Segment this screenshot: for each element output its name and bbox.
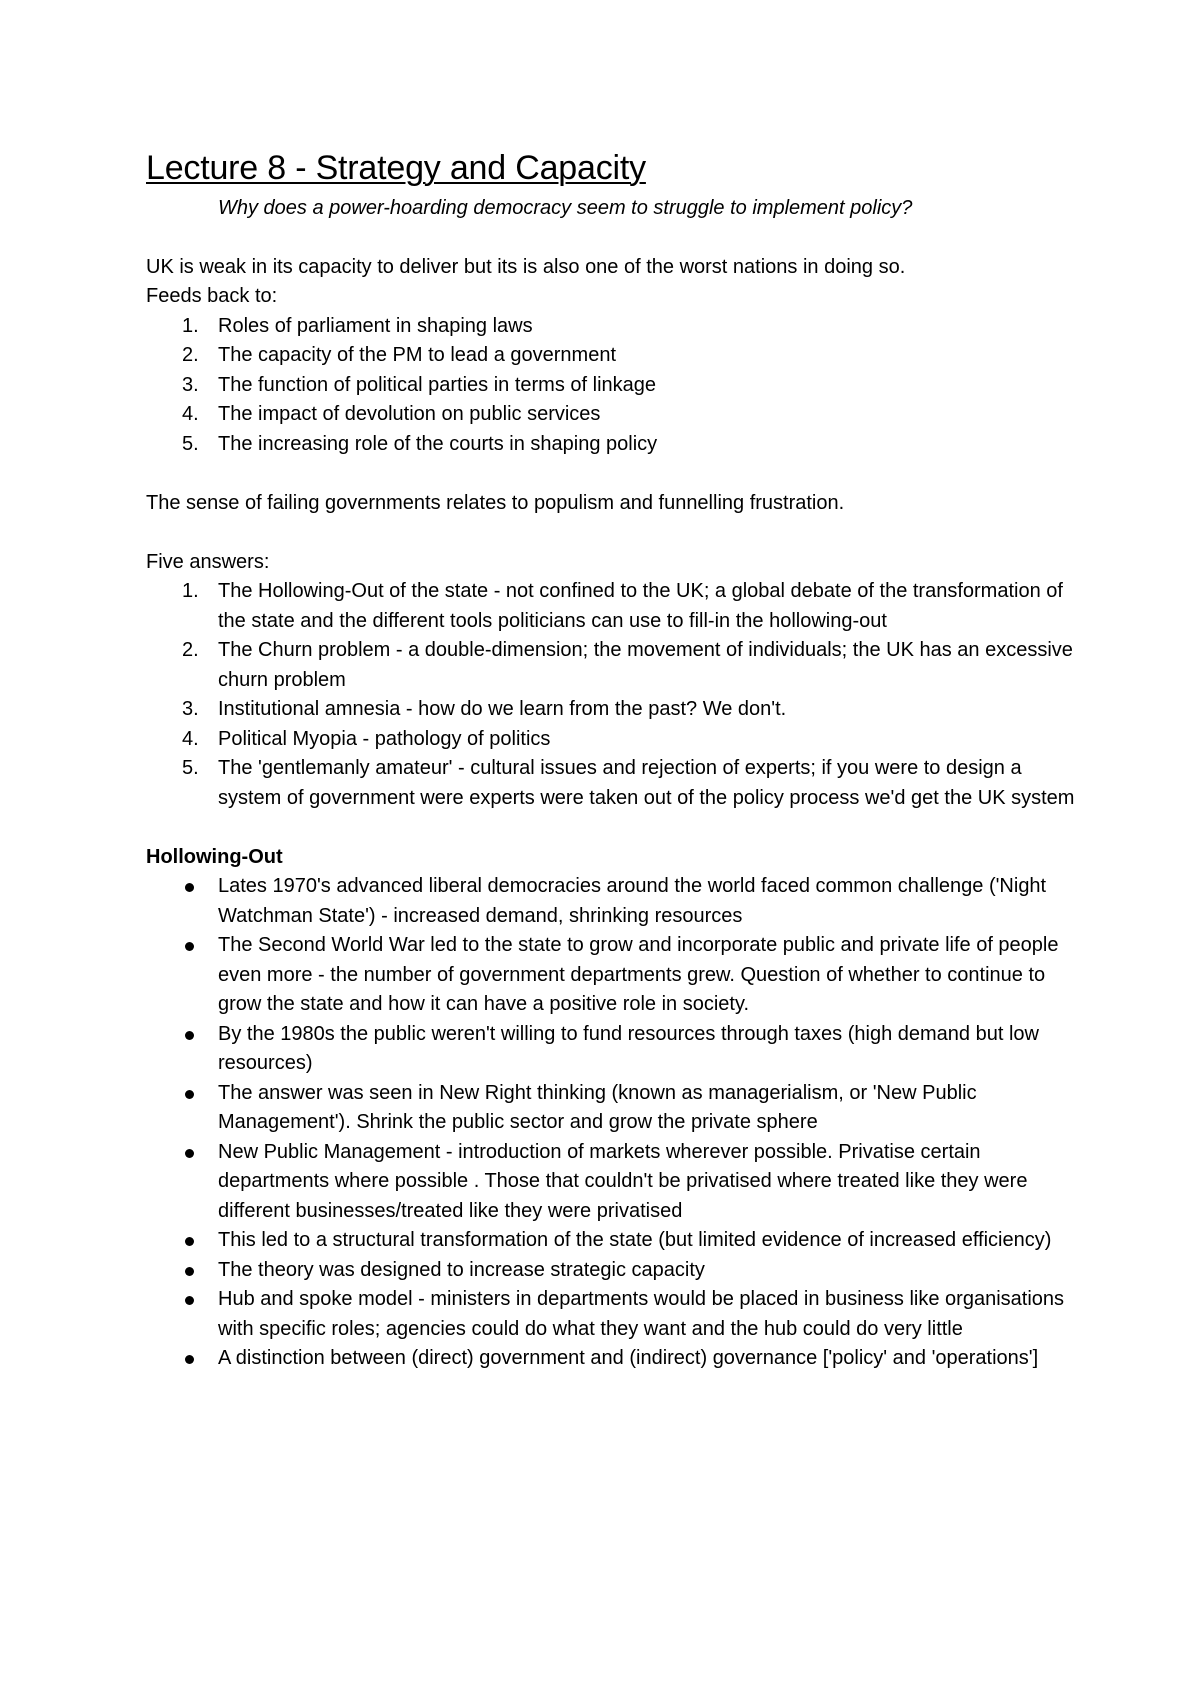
spacer — [146, 223, 1076, 253]
list-item: The capacity of the PM to lead a government — [218, 344, 616, 366]
list-item: The Churn problem - a double-dimension; the movement of individuals; the UK has an excessive churn problem — [218, 639, 1073, 691]
spacer — [146, 813, 1076, 843]
list-item: The increasing role of the courts in shaping policy — [218, 432, 658, 455]
list-item: Hub and spoke model - ministers in departments would be placed in business like organisations with specific roles; agencies could do what they want and the hub could do very little — [218, 1285, 1076, 1344]
list-item: The Second World War led to the state to grow and incorporate public and private life of people even more - the number of government departments grew. Question of whether to continue to grow the state and how it can have a positive role in society. — [218, 931, 1076, 1020]
feeds-back-label: Feeds back to: — [146, 285, 278, 307]
hollowing-out-heading: Hollowing-Out — [146, 845, 283, 868]
list-item: Political Myopia - pathology of politics — [218, 727, 551, 750]
list-item: A distinction between (direct) government and (indirect) governance ['policy' and 'operations'] — [218, 1344, 1076, 1374]
intro-line: UK is weak in its capacity to deliver but its is also one of the worst nations in doing so. — [146, 255, 906, 278]
list-item: The function of political parties in terms of linkage — [218, 373, 656, 396]
list-item: The theory was designed to increase strategic capacity — [218, 1256, 1076, 1286]
list-item: Roles of parliament in shaping laws — [218, 314, 533, 337]
list-item: By the 1980s the public weren't willing to fund resources through taxes (high demand but low resources) — [218, 1020, 1076, 1079]
five-answers-label: Five answers: — [146, 550, 270, 573]
list-item: The impact of devolution on public services — [218, 403, 601, 425]
document-page — [146, 146, 1076, 1374]
list-item: New Public Management - introduction of markets wherever possible. Privatise certain departments where possible . Those that couldn't be privatised where treated like they were different businesses/treated like they were privatised — [218, 1138, 1076, 1227]
list-item: The 'gentlemanly amateur' - cultural issues and rejection of experts; if you were to design a system of government were experts were taken out of the policy process we'd get the UK system — [218, 757, 1075, 809]
list-item: Lates 1970's advanced liberal democracies around the world faced common challenge ('Night Watchman State') - increased demand, shrinking resources — [218, 872, 1076, 931]
spacer — [146, 459, 1076, 489]
spacer — [146, 518, 1076, 548]
document-title: Lecture 8 - Strategy and Capacity — [146, 149, 646, 187]
list-item: The answer was seen in New Right thinking (known as managerialism, or 'New Public Management'). Shrink the public sector and grow the private sphere — [218, 1079, 1076, 1138]
document-subtitle: Why does a power-hoarding democracy seem to struggle to implement policy? — [218, 197, 913, 219]
feeds-back-list — [146, 312, 1076, 460]
list-item: This led to a structural transformation of the state (but limited evidence of increased efficiency) — [218, 1226, 1076, 1256]
list-item: The Hollowing-Out of the state - not confined to the UK; a global debate of the transformation of the state and the different tools politicians can use to fill-in the hollowing-out — [218, 580, 1063, 632]
five-answers-list — [146, 577, 1076, 813]
failing-governments-paragraph: The sense of failing governments relates to populism and funnelling frustration. — [146, 491, 845, 514]
list-item: Institutional amnesia - how do we learn from the past? We don't. — [218, 698, 787, 720]
hollowing-out-list — [146, 872, 1076, 1374]
